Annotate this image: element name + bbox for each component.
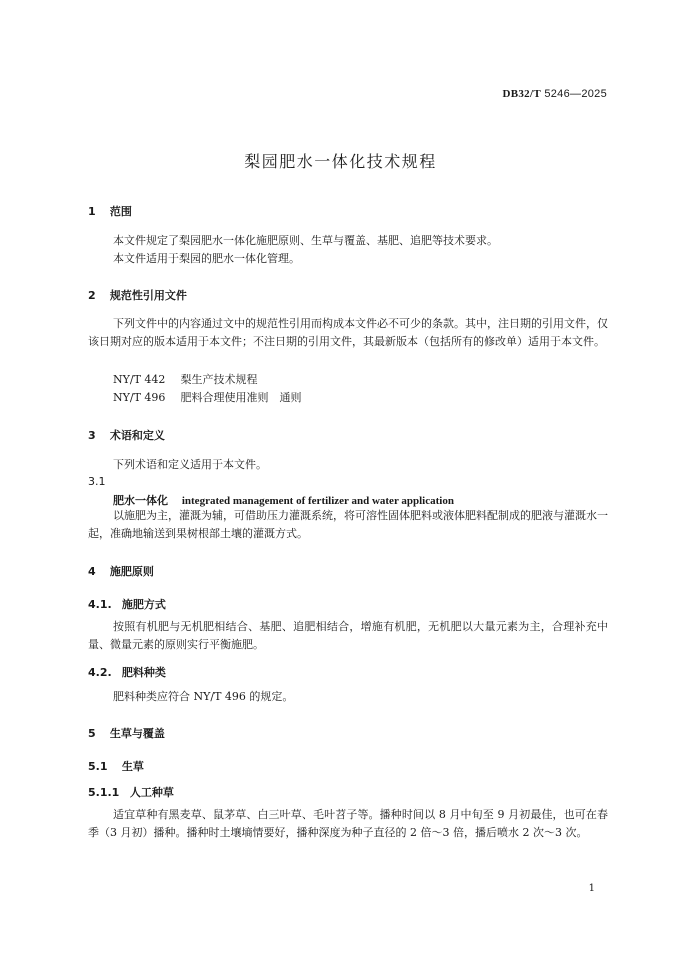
section-title: 生草	[121, 760, 144, 773]
section-title: 范围	[109, 205, 132, 218]
term-entry	[113, 492, 454, 508]
reference-name: 肥料合理使用准则 通则	[180, 391, 302, 404]
page-title: 梨园肥水一体化技术规程	[244, 152, 437, 171]
paragraph: 下列文件中的内容通过文中的规范性引用而构成本文件必不可少的条款。其中，注日期的引用文件，仅该日期对应的版本适用于本文件；不注日期的引用文件，其最新版本（包括所有的修改单）适用于本文件。	[88, 317, 608, 348]
section-title: 施肥方式	[121, 598, 166, 611]
subsection-5-1-heading	[88, 758, 144, 774]
paragraph: 下列术语和定义适用于本文件。	[113, 458, 267, 471]
section-title: 术语和定义	[109, 429, 165, 442]
term-number: 3.1	[88, 475, 106, 488]
doc-prefix: DB32/T	[502, 88, 541, 100]
section-number: 5.1	[88, 760, 108, 773]
doc-number: 5246—2025	[544, 88, 607, 100]
paragraph: 按照有机肥与无机肥相结合、基肥、追肥相结合，增施有机肥，无机肥以大量元素为主，合理补充中量、微量元素的原则实行平衡施肥。	[88, 620, 608, 651]
section-title: 肥料种类	[121, 666, 166, 679]
section-4-heading	[88, 563, 154, 579]
section-number: 3	[88, 429, 96, 442]
page-number: 1	[588, 883, 595, 894]
document-number	[503, 88, 608, 100]
subsection-4-1-heading	[88, 596, 166, 612]
section-number: 1	[88, 205, 96, 218]
section-5-heading	[88, 725, 165, 741]
section-title: 施肥原则	[109, 565, 154, 578]
subsection-4-2-heading	[88, 664, 166, 680]
section-3-heading	[88, 427, 165, 443]
section-number: 2	[88, 289, 96, 302]
reference-code: NY/T 442	[113, 373, 166, 386]
section-1-heading	[88, 203, 132, 219]
term-definition: 以施肥为主，灌溉为辅，可借助压力灌溉系统，将可溶性固体肥料或液体肥料配制成的肥液与灌溉水一起，准确地输送到果树根部土壤的灌溉方式。	[88, 509, 608, 540]
section-title: 规范性引用文件	[109, 289, 187, 302]
paragraph: 本文件适用于梨园的肥水一体化管理。	[113, 252, 300, 265]
section-2-heading	[88, 287, 187, 303]
reference-name: 梨生产技术规程	[180, 373, 258, 386]
subsection-5-1-1-heading	[88, 784, 174, 800]
paragraph: 适宜草种有黑麦草、鼠茅草、白三叶草、毛叶苕子等。播种时间以 8 月中旬至 9 月初最佳，也可在春季（3 月初）播种。播种时土壤墒情要好，播种深度为种子直径的 2 倍～3 倍，播后喷水 2 次～3 次。	[88, 808, 608, 839]
paragraph: 本文件规定了梨园肥水一体化施肥原则、生草与覆盖、基肥、追肥等技术要求。	[113, 234, 498, 247]
section-number: 4.2.	[88, 666, 112, 679]
term-english: integrated management of fertilizer and water application	[181, 495, 454, 507]
reference-item	[113, 371, 258, 387]
reference-item	[113, 389, 302, 405]
section-number: 5	[88, 727, 96, 740]
term-chinese: 肥水一体化	[113, 494, 168, 507]
paragraph: 肥料种类应符合 NY/T 496 的规定。	[113, 690, 294, 703]
section-title: 人工种草	[129, 786, 174, 799]
section-number: 4	[88, 565, 96, 578]
reference-code: NY/T 496	[113, 391, 166, 404]
section-number: 5.1.1	[88, 786, 120, 799]
section-title: 生草与覆盖	[109, 727, 165, 740]
section-number: 4.1.	[88, 598, 112, 611]
